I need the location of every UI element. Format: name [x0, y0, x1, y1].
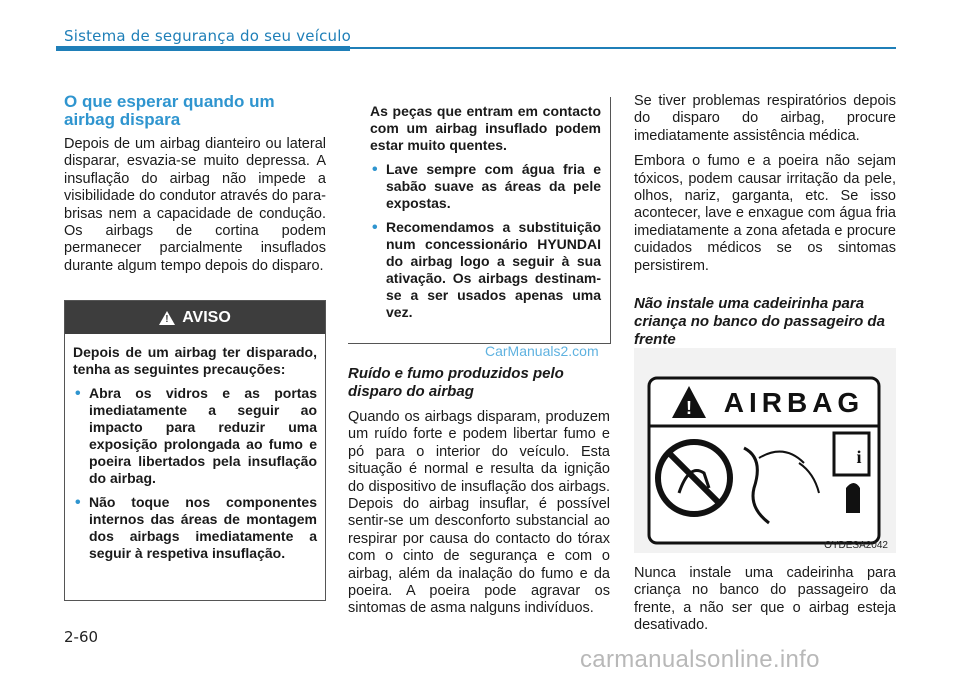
svg-text:!: ! — [686, 398, 692, 418]
paragraph: Embora o fumo e a poeira não sejam tóxicos, podem causar irritação da pele, olhos, nariz, garganta, etc. Se isso acontecer, lave e enxague com água fria imediatamente a zona afetada e procure cuidados médicos se os sintomas persistirem. — [634, 153, 896, 274]
paragraph: Se tiver problemas respiratórios depois do disparo do airbag, procure imediatamente assistência médica. — [634, 93, 896, 144]
section-header: Sistema de segurança do seu veículo — [64, 27, 352, 45]
figure-label: AIRBAG — [723, 387, 865, 418]
warning-label: AVISO — [182, 308, 231, 326]
watermark-link[interactable]: CarManuals2.com — [485, 343, 599, 359]
manual-icon — [834, 433, 869, 475]
airbag-warning-label-illustration — [634, 348, 896, 553]
paragraph: Depois de um airbag dianteiro ou lateral disparar, esvazia-se muito depressa. A insuflação do airbag não impede a visibilidade do condutor através do para-brisas nem a capacidade de condução. Os airbags de cortina podem permanecer parcialmente insuflados durante algum tempo depois do disparo. — [64, 136, 326, 274]
warning-bullet: • Recomendamos a substituição num concessionário HYUNDAI do airbag logo a seguir à sua ativação. Os airbags destinam-se a ser usados apenas uma vez. — [370, 219, 601, 321]
warning-icon: ! — [159, 311, 175, 325]
warning-box — [64, 300, 326, 601]
warning-box-continued — [348, 97, 611, 344]
hand-icon — [846, 483, 860, 513]
column-middle — [348, 365, 610, 618]
subsection-title: Não instale uma cadeirinha para criança no banco do passageiro da frente — [634, 295, 885, 349]
subsection-title: Ruído e fumo produzidos pelo disparo do airbag — [348, 365, 564, 400]
warning-cont-intro: As peças que entram em contacto com um airbag insuflado podem estar muito quentes. — [370, 103, 601, 153]
site-watermark: carmanualsonline.info — [580, 646, 820, 673]
header-rule-thick — [56, 46, 350, 51]
warning-intro: Depois de um airbag ter disparado, tenha as seguintes precauções: — [73, 344, 317, 377]
header-rule-thin — [350, 47, 896, 49]
warning-body — [65, 334, 325, 562]
figure-code: OYDESA2042 — [824, 540, 888, 551]
airbag-label-figure — [634, 348, 896, 553]
paragraph: Quando os airbags disparam, produzem um ruído forte e podem libertar fumo e pó para o interior do veículo. Esta situação é normal e resulta da ignição do dispositivo de insuflação dos airbags. Depois do airbag insuflar, é possível sentir-se um desconforto substancial ao respirar por causa do contacto do tórax com o cinto de segurança e com o airbag, além da inalação do fumo e da poeira. A poeira pode agravar os sintomas de asma nalguns indivíduos. — [348, 409, 610, 617]
column-right-after — [634, 565, 896, 635]
svg-text:i: i — [856, 447, 862, 467]
section-title: O que esperar quando um airbag dispara — [64, 92, 275, 129]
column-left — [64, 93, 326, 275]
warning-bullet: • Não toque nos componentes internos das áreas de montagem dos airbags imediatamente a seguir à respetiva insuflação. — [73, 494, 317, 562]
warning-header — [65, 301, 325, 334]
paragraph: Nunca instale uma cadeirinha para criança no banco do passageiro da frente, a não ser que o airbag esteja desativado. — [634, 565, 896, 634]
column-right — [634, 93, 896, 357]
page-number: 2-60 — [64, 628, 99, 646]
warning-bullet: • Lave sempre com água fria e sabão suave as áreas da pele expostas. — [370, 161, 601, 212]
warning-bullet: • Abra os vidros e as portas imediatamente a seguir ao impacto para reduzir uma exposição prolongada ao fumo e poeira libertados pela insuflação do airbag. — [73, 385, 317, 487]
